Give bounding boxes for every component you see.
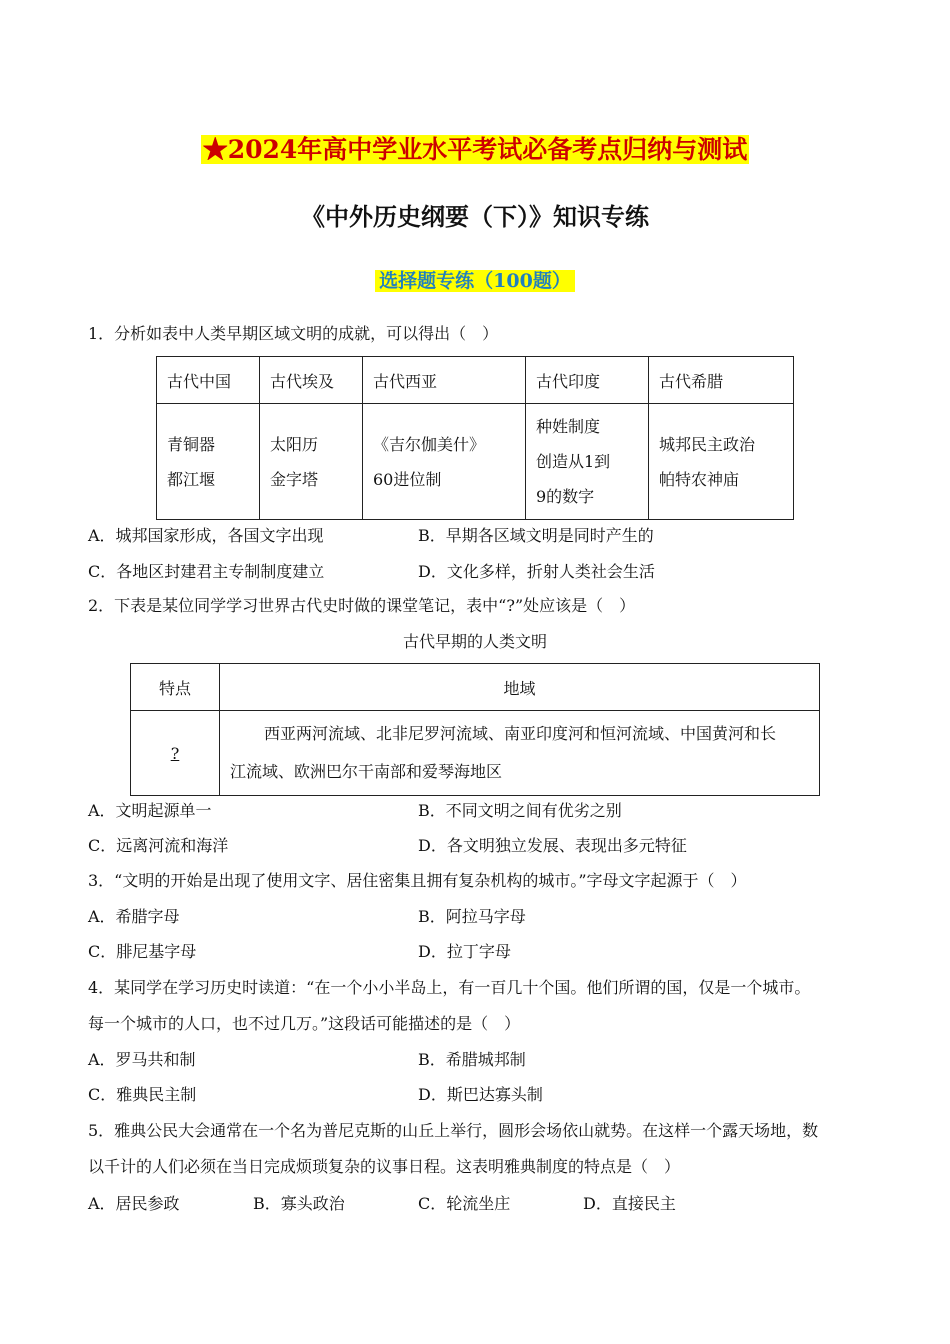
option-c[interactable]: C．腓尼基字母: [88, 942, 197, 961]
option-c[interactable]: C．远离河流和海洋: [88, 836, 229, 855]
question-3-stem: 3．“文明的开始是出现了使用文字、居住密集且拥有复杂机构的城市。”字母文字起源于（ ）: [88, 871, 747, 890]
document-title: ★2024年高中学业水平考试必备考点归纳与测试: [202, 135, 748, 164]
option-d[interactable]: D．拉丁字母: [418, 942, 511, 961]
question-mark-cell: ?: [131, 711, 220, 796]
table-cell: 种姓制度 创造从1到 9的数字: [526, 404, 649, 520]
question-1-table: [156, 356, 794, 520]
option-d[interactable]: D．斯巴达寡头制: [418, 1085, 543, 1104]
option-b[interactable]: B．不同文明之间有优劣之别: [418, 801, 622, 820]
table-cell: 城邦民主政治 帕特农神庙: [649, 404, 794, 520]
question-5-stem-line2: 以千计的人们必须在当日完成烦琐复杂的议事日程。这表明雅典制度的特点是（ ）: [88, 1157, 681, 1176]
option-a[interactable]: A．罗马共和制: [88, 1050, 196, 1069]
table-header: 古代西亚: [363, 357, 526, 404]
table-caption: 古代早期的人类文明: [402, 632, 547, 651]
option-d[interactable]: D．各文明独立发展、表现出多元特征: [418, 836, 687, 855]
option-b[interactable]: B．希腊城邦制: [418, 1050, 526, 1069]
question-4-stem: 4．某同学在学习历史时读道：“在一个小小半岛上，有一百几十个国。他们所谓的国，仅是一个城市。: [88, 978, 811, 997]
document-subtitle: 《中外历史纲要（下）》知识专练: [301, 202, 649, 231]
region-description: 西亚两河流域、北非尼罗河流域、南亚印度河和恒河流域、中国黄河和长 江流域、欧洲巴尔干南部和爱琴海地区: [220, 711, 820, 796]
question-2-stem: 2．下表是某位同学学习世界古代史时做的课堂笔记，表中“?”处应该是（ ）: [88, 596, 636, 615]
section-title: 选择题专练（100题）: [0, 266, 950, 296]
option-a[interactable]: A．居民参政: [88, 1194, 180, 1213]
option-c[interactable]: C．雅典民主制: [88, 1085, 197, 1104]
option-d[interactable]: D．直接民主: [583, 1194, 676, 1213]
table-header: 古代希腊: [649, 357, 794, 404]
option-c[interactable]: C．轮流坐庄: [418, 1194, 511, 1213]
question-4-stem-line2: 每一个城市的人口，也不过几万。”这段话可能描述的是（ ）: [88, 1014, 521, 1033]
table-header: 古代埃及: [260, 357, 363, 404]
table-header: 地域: [220, 664, 820, 711]
option-d[interactable]: D．文化多样，折射人类社会生活: [418, 562, 655, 581]
table-header: 古代印度: [526, 357, 649, 404]
option-b[interactable]: B．阿拉马字母: [418, 907, 526, 926]
question-2-table: [130, 663, 820, 796]
option-a[interactable]: A．希腊字母: [88, 907, 180, 926]
table-cell: 太阳历 金字塔: [260, 404, 363, 520]
option-b[interactable]: B．寡头政治: [253, 1194, 345, 1213]
question-5-stem: 5．雅典公民大会通常在一个名为普尼克斯的山丘上举行，圆形会场依山就势。在这样一个露天场地，数: [88, 1121, 819, 1140]
option-c[interactable]: C．各地区封建君主专制制度建立: [88, 562, 325, 581]
table-header: 古代中国: [157, 357, 260, 404]
table-cell: 《吉尔伽美什》 60进位制: [363, 404, 526, 520]
table-cell: 青铜器 都江堰: [157, 404, 260, 520]
option-a[interactable]: A．文明起源单一: [88, 801, 212, 820]
table-header: 特点: [131, 664, 220, 711]
option-b[interactable]: B．早期各区域文明是同时产生的: [418, 526, 654, 545]
option-a[interactable]: A．城邦国家形成，各国文字出现: [88, 526, 324, 545]
question-1-stem: 1．分析如表中人类早期区域文明的成就，可以得出（ ）: [88, 324, 499, 343]
